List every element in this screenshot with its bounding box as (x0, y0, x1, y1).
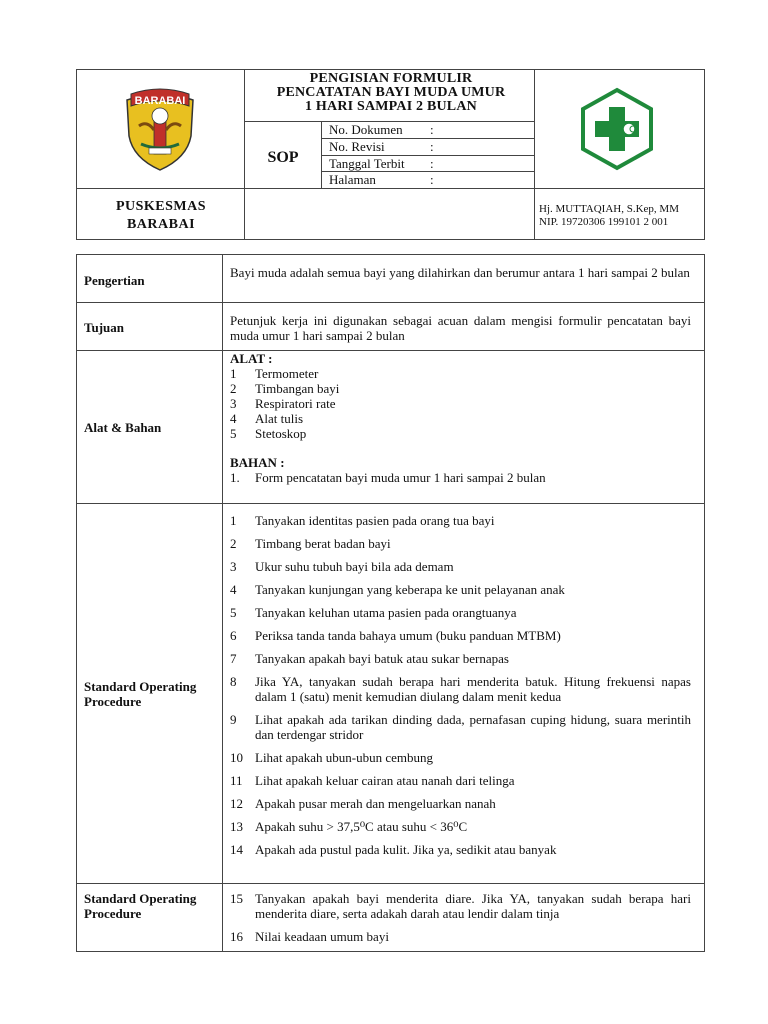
section-label-pengertian: Pengertian (84, 273, 145, 288)
sop-step: 7 Tanyakan apakah bayi batuk atau sukar bernapas (230, 651, 509, 666)
sop-step: 14 Apakah ada pustul pada kulit. Jika ya, sedikit atau banyak (230, 842, 557, 857)
puskesmas-line: BARABAI (126, 217, 196, 232)
sop-content-table (76, 254, 705, 952)
alat-item: 4 Alat tulis (230, 411, 304, 426)
meta-value: : (430, 139, 434, 154)
sop-step: 2 Timbang berat badan bayi (230, 536, 391, 551)
puskesmas-cross-logo (579, 87, 655, 177)
divider (222, 255, 223, 951)
sop-step: 15 Tanyakan apakah bayi menderita diare. Jika YA, tanyakan sudah berapa hari menderita diare, serta adakah darah atau lendir dalam tinja (230, 891, 691, 921)
section-label-alat-bahan: Alat & Bahan (84, 420, 162, 435)
bahan-item: 1. Form pencatatan bayi muda umur 1 hari sampai 2 bulan (230, 470, 546, 485)
title-line: 1 HARI SAMPAI 2 BULAN (305, 99, 477, 114)
section-label-sop: Standard Operating Procedure (84, 679, 197, 709)
alat-heading: ALAT : (230, 351, 273, 366)
sop-step: 3 Ukur suhu tubuh bayi bila ada demam (230, 559, 454, 574)
puskesmas-name (77, 198, 245, 234)
divider (77, 302, 704, 303)
tujuan-text: Petunjuk kerja ini digunakan sebagai acuan dalam mengisi formulir pencatatan bayi muda umur 1 hari sampai 2 bulan (230, 313, 691, 343)
svg-text:BARABAI: BARABAI (134, 95, 186, 107)
meta-label: No. Dokumen (329, 122, 403, 137)
sop-step: 10 Lihat apakah ubun-ubun cembung (230, 750, 433, 765)
meta-value: : (430, 156, 434, 171)
bahan-heading: BAHAN : (230, 455, 285, 470)
alat-item: 3 Respiratori rate (230, 396, 336, 411)
puskesmas-line: PUSKESMAS (115, 199, 207, 214)
meta-halaman (329, 172, 434, 188)
meta-label: Tanggal Terbit (329, 156, 405, 171)
title-line: PENCATATAN BAYI MUDA UMUR (276, 85, 506, 100)
meta-label: No. Revisi (329, 139, 385, 154)
section-label-sop: Standard Operating Procedure (84, 891, 197, 921)
alat-item: 1 Termometer (230, 366, 319, 381)
sop-step: 16 Nilai keadaan umum bayi (230, 929, 389, 944)
sop-step: 4 Tanyakan kunjungan yang keberapa ke unit pelayanan anak (230, 582, 565, 597)
sop-label: SOP (267, 148, 299, 166)
sop-steps-1 (230, 513, 691, 865)
document-title (247, 72, 535, 114)
meta-no-dokumen (329, 122, 434, 138)
signatory-nip: NIP. 19720306 199101 2 001 (539, 216, 669, 228)
alat-bahan-content (230, 351, 691, 485)
sop-steps-2 (230, 891, 691, 944)
section-label-tujuan: Tujuan (84, 320, 124, 335)
alat-item: 2 Timbangan bayi (230, 381, 340, 396)
sop-step: 13 Apakah suhu > 37,5⁰C atau suhu < 36⁰C (230, 819, 468, 834)
divider (77, 883, 704, 884)
sop-step: 12 Apakah pusar merah dan mengeluarkan nanah (230, 796, 496, 811)
meta-value: : (430, 172, 434, 187)
sop-step: 1 Tanyakan identitas pasien pada orang tua bayi (230, 513, 495, 528)
sop-step: 5 Tanyakan keluhan utama pasien pada orangtuanya (230, 605, 517, 620)
alat-item: 5 Stetoskop (230, 426, 307, 441)
sop-step: 9 Lihat apakah ada tarikan dinding dada, pernafasan cuping hidung, suara merintih dan terdengar stridor (230, 712, 691, 742)
meta-no-revisi (329, 139, 434, 155)
sop-step: 11 Lihat apakah keluar cairan atau nanah dari telinga (230, 773, 515, 788)
sop-step: 8 Jika YA, tanyakan sudah berapa hari menderita batuk. Hitung frekuensi napas dalam 1 (satu) menit kemudian diulang dalam menit kedua (230, 674, 691, 704)
title-line: PENGISIAN FORMULIR (309, 71, 473, 86)
barabai-emblem-logo (121, 86, 199, 176)
signatory-name: Hj. MUTTAQIAH, S.Kep, MM (539, 203, 679, 215)
meta-value: : (430, 122, 434, 137)
pengertian-text: Bayi muda adalah semua bayi yang dilahirkan dan berumur antara 1 hari sampai 2 bulan (230, 265, 690, 280)
document-header (76, 69, 705, 240)
divider (77, 503, 704, 504)
divider (77, 188, 704, 189)
meta-label: Halaman (329, 172, 376, 187)
sop-step: 6 Periksa tanda tanda bahaya umum (buku panduan MTBM) (230, 628, 561, 643)
meta-tanggal-terbit (329, 156, 434, 172)
signatory (539, 203, 709, 229)
